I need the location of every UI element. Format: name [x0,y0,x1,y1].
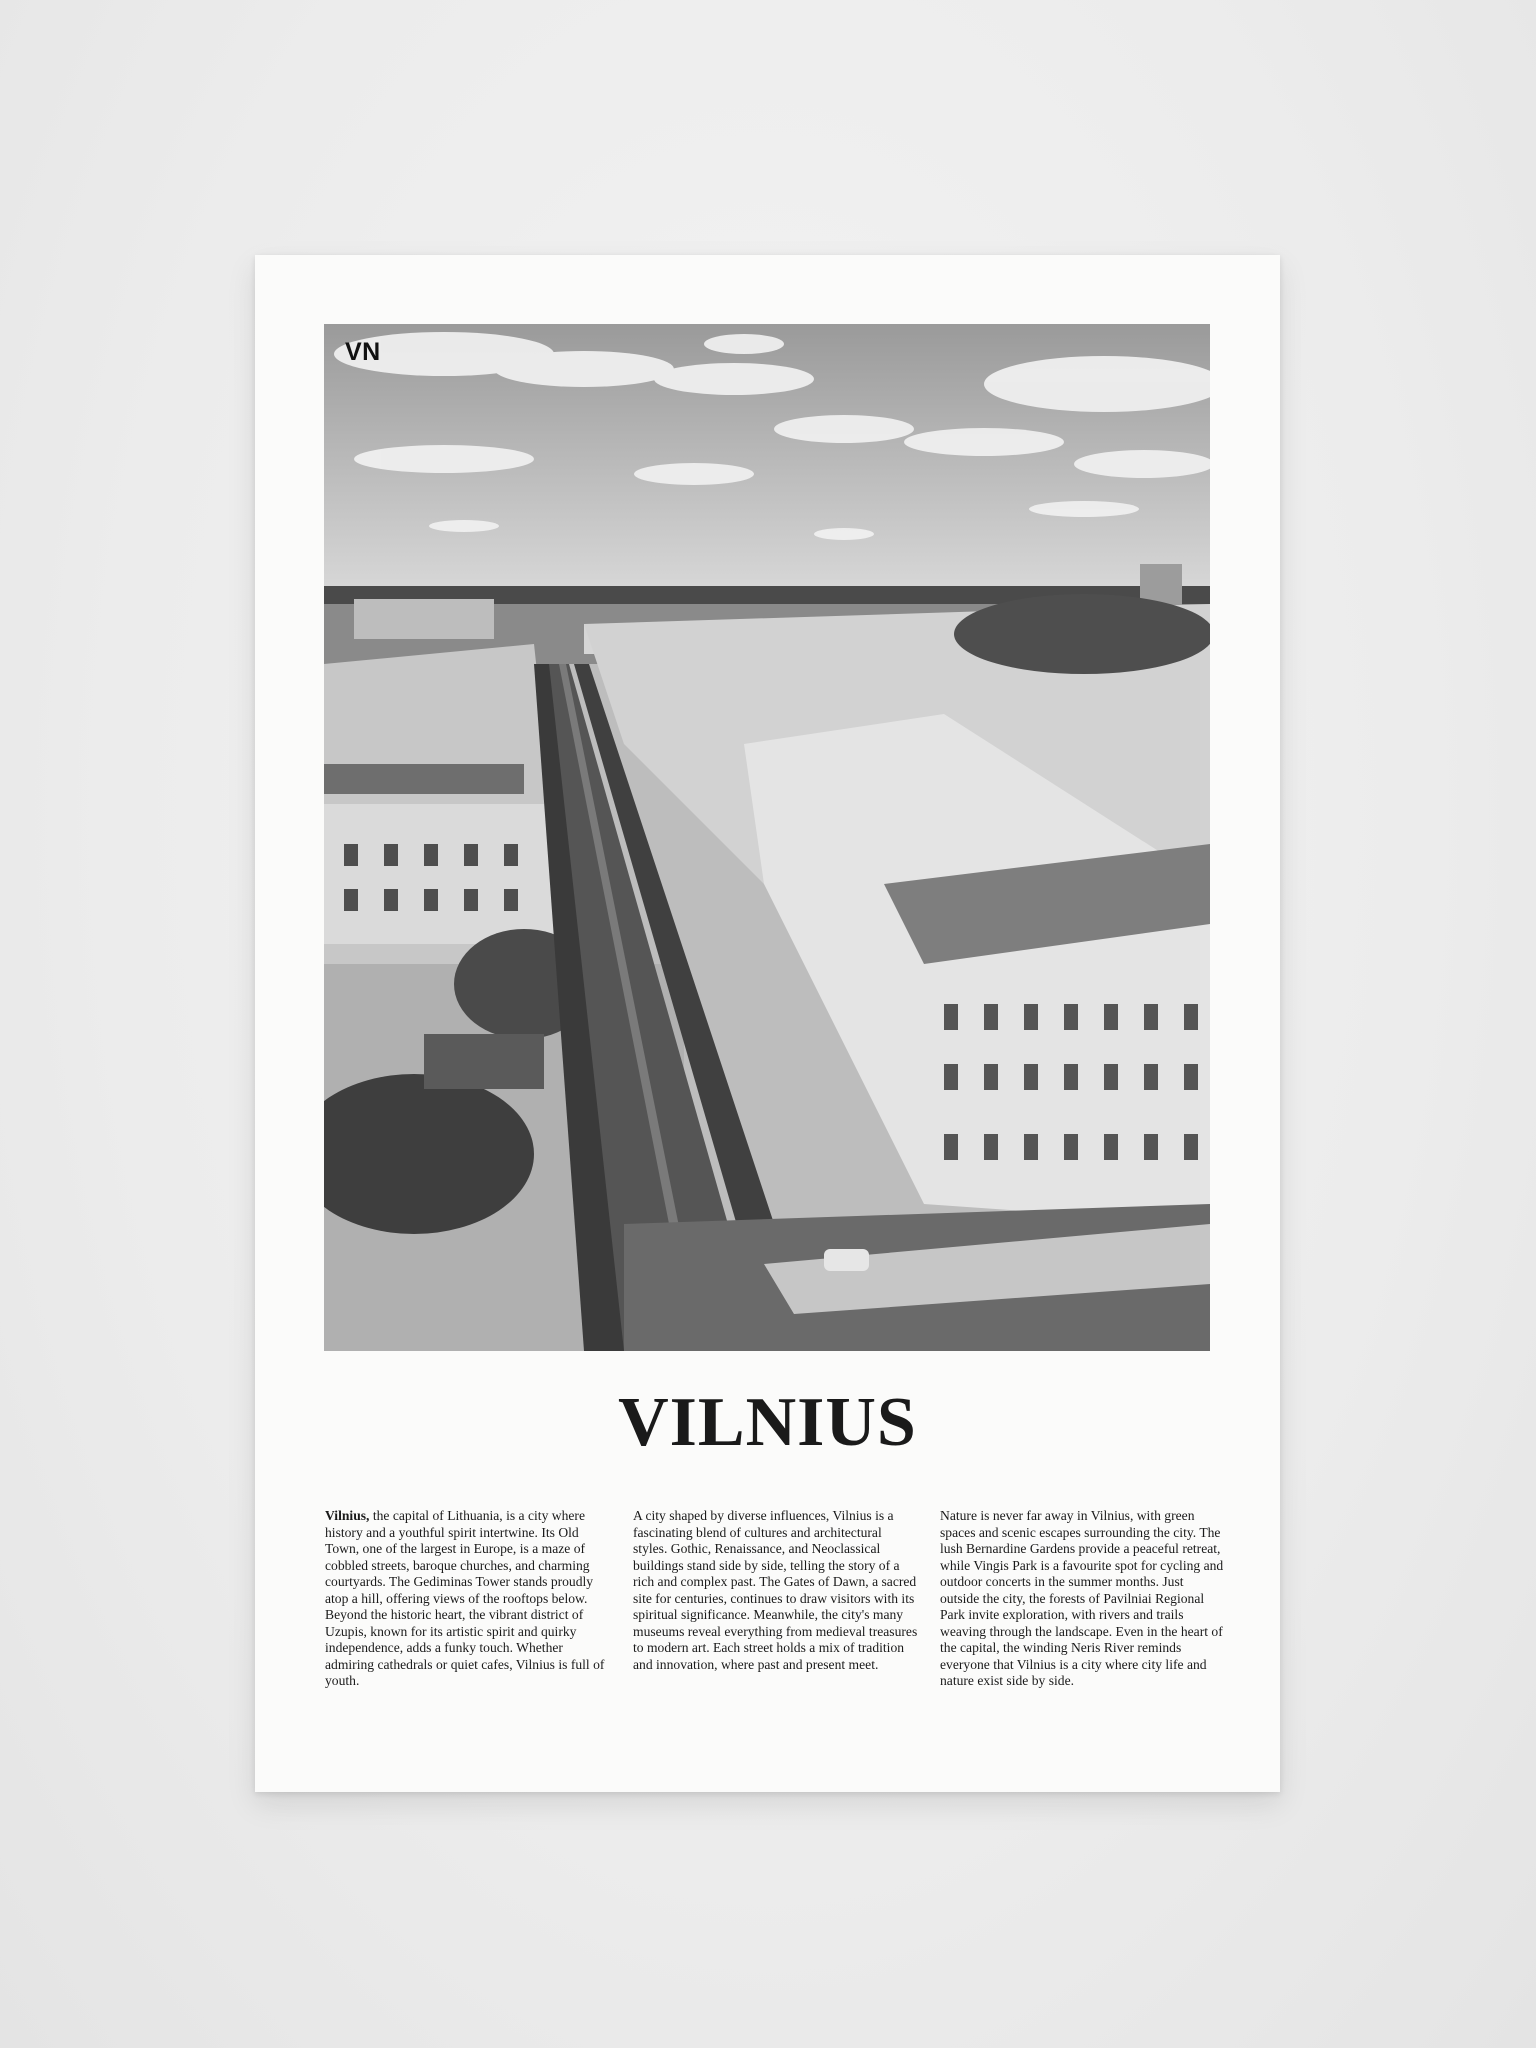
column-lead: Vilnius, [325,1508,370,1523]
aerial-street-photo [324,324,1210,1351]
poster-title: VILNIUS [618,1384,917,1461]
text-column-3 [940,1508,1226,1690]
text-column-1 [325,1508,611,1690]
text-column-2 [633,1508,919,1673]
city-code: VN [345,338,381,366]
column-text: Nature is never far away in Vilnius, with green spaces and scenic escapes surrounding the city. The lush Bernardine Gardens provide a peaceful retreat, while Vingis Park is a favourite spot for cycling and outdoor concerts in the summer months. Just outside the city, the forests of Pavilniai Regional Park invite exploration, with rivers and trails weaving through the landscape. Even in the heart of the capital, the winding Neris River reminds everyone that Vilnius is a city where city life and nature exist side by side. [940,1508,1224,1688]
column-text: A city shaped by diverse influences, Vilnius is a fascinating blend of cultures and architectural styles. Gothic, Renaissance, and Neoclassical buildings stand side by side, telling the story of a rich and complex past. The Gates of Dawn, a sacred site for centuries, continues to draw visitors with its spiritual significance. Meanwhile, the city's many museums reveal everything from medieval treasures to modern art. Each street holds a mix of tradition and innovation, where past and present meet. [633,1508,918,1672]
column-text: the capital of Lithuania, is a city where history and a youthful spirit intertwine. Its Old Town, one of the largest in Europe, is a maze of cobbled streets, baroque churches, and charming courtyards. The Gediminas Tower stands proudly atop a hill, offering views of the rooftops below. Beyond the historic heart, the vibrant district of Uzupis, known for its artistic spirit and quirky independence, adds a funky touch. Whether admiring cathedrals or quiet cafes, Vilnius is full of youth. [325,1508,605,1688]
poster [255,255,1280,1792]
city-photo [324,324,1210,1351]
